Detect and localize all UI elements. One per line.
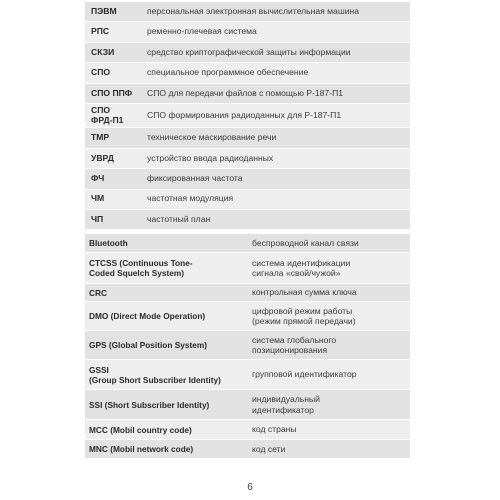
table-row [85,331,410,360]
definition: специальное программное обеспечение [147,67,309,78]
abbreviations-table-ru [85,2,410,230]
abbreviations-table-en [85,234,410,459]
abbreviation: ПЭВМ [91,5,117,16]
definition: код страны [252,424,297,435]
term: GSSI (Group Short Subscriber Identity) [89,364,221,385]
definition: беспроводной канал связи [252,237,359,248]
table-row [85,63,410,83]
definition: групповой идентификатор [252,369,357,380]
abbreviation: СПО ППФ [91,87,133,98]
table-row [85,234,410,253]
definition: устройство ввода радиоданных [147,152,274,163]
table-row [85,128,410,148]
definition: система идентификации сигнала «свой/чужой» [252,257,351,278]
definition: средство криптографической защиты информации [147,46,351,57]
definition: персональная электронная вычислительная машина [147,5,360,16]
term: DMO (Direct Mode Operation) [89,311,206,321]
table-row [85,104,410,128]
term: GPS (Global Position System) [89,340,208,350]
term: MCC (Mobil country code) [89,424,192,435]
definition: техническое маскирование речи [147,132,277,143]
term: MNC (Mobil network code) [89,444,194,454]
table-row [85,2,410,22]
definition: система глобального позиционирования [252,334,337,355]
table-row [85,22,410,42]
abbreviation: УВРД [91,152,114,163]
table-row [85,440,410,459]
table-row [85,169,410,189]
definition: фиксированная частота [147,173,243,184]
term: Bluetooth [89,238,128,248]
abbreviation: ТМР [91,132,110,143]
definition: частотный план [147,213,211,224]
definition: контрольная сумма ключа [252,287,357,298]
table-row [85,43,410,63]
table-row [85,390,410,420]
definition: индивидуальный идентификатор [252,394,320,415]
definition: цифровой режим работы (режим прямой передачи) [252,305,356,326]
abbreviation: СПО [91,67,111,78]
definition: код сети [252,443,286,454]
definition: СПО формирования радиоданных для Р-187-П1 [147,109,342,120]
table-row [85,284,410,302]
definition: СПО для передачи файлов с помощью Р-187-П1 [147,87,344,98]
table-row [85,360,410,390]
table-row [85,420,410,440]
abbreviation: СКЗИ [91,46,115,57]
table-row [85,302,410,331]
term: CRC [89,287,107,298]
definition: ременно-плечевая система [147,26,257,37]
abbreviation: ЧМ [91,193,105,204]
table-row [85,210,410,230]
table-row [85,149,410,169]
table-row [85,253,410,284]
table-row [85,190,410,210]
term: CTCSS (Continuous Tone- Coded Squelch System) [89,258,193,278]
abbreviation: СПО ФРД-П1 [91,105,124,125]
abbreviation: ФЧ [91,173,105,184]
abbreviation: ЧП [91,213,104,224]
definition: частотная модуляция [147,193,234,204]
abbreviation: РПС [91,26,110,37]
term: SSI (Short Subscriber Identity) [89,399,210,410]
page-number: 6 [247,482,253,493]
table-row [85,84,410,104]
